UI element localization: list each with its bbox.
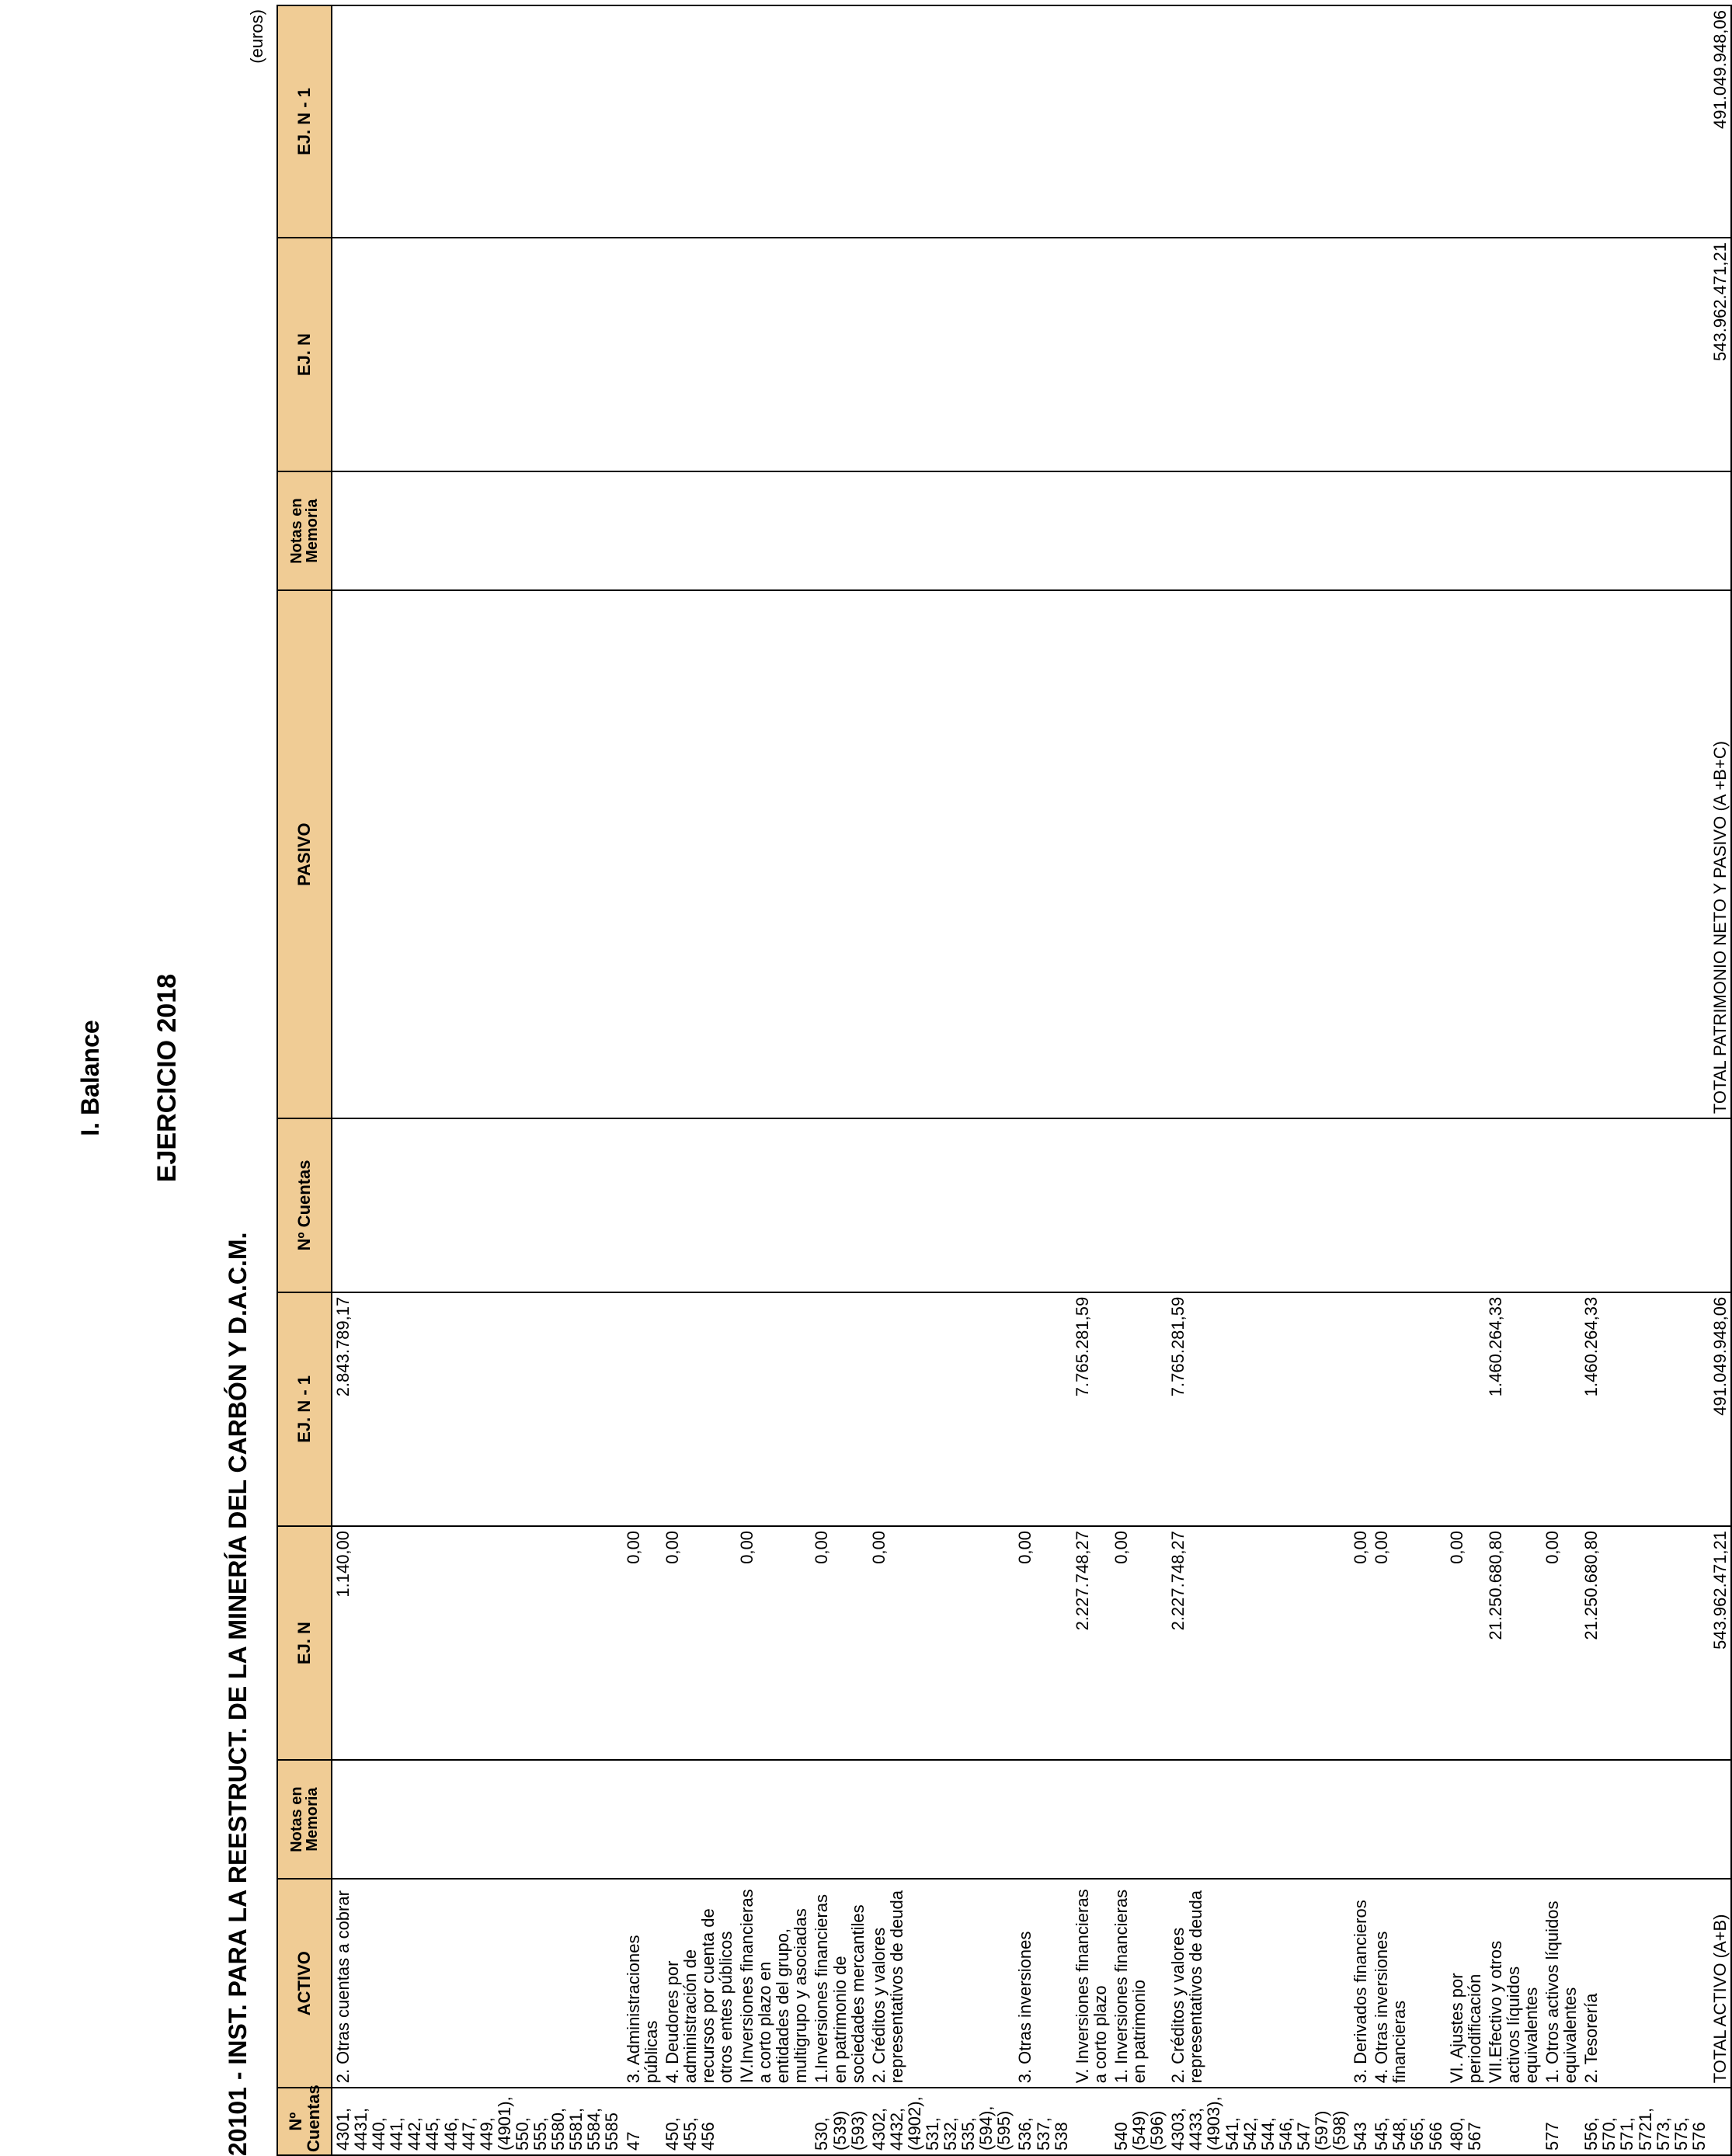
row-notas [1581, 1760, 1709, 1879]
total-activo-cuentas [1709, 2088, 1731, 2155]
row-notas [1167, 1760, 1350, 1879]
row-ej-n: 0,00 [623, 1526, 662, 1760]
row-ej-n: 0,00 [811, 1526, 868, 1760]
total-activo-notas [1709, 1760, 1731, 1879]
row-ej-n: 2.227.748,27 [1167, 1526, 1350, 1760]
row-cuentas: 47 [623, 2088, 662, 2155]
row-concepto: 4. Otras inversiones financieras [1371, 1879, 1445, 2088]
row-cuentas: 530, (539) (593) [811, 2088, 868, 2155]
row-cuentas [736, 2088, 811, 2155]
row-cuentas: 545, 548, 565, 566 [1371, 2088, 1445, 2155]
row-notas [1072, 1760, 1111, 1879]
row-concepto: VII.Efectivo y otros activos líquidos equivalentes [1485, 1879, 1542, 2088]
row-cuentas: 480, 567 [1446, 2088, 1485, 2155]
row-ej-n1 [1014, 1292, 1071, 1526]
total-pasivo-ej-n: 543.962.471,21 [1709, 238, 1731, 471]
entity-title: 20101 - INST. PARA LA REESTRUCT. DE LA MINERÍA DEL CARBÓN Y D.A.C.M. [224, 1232, 252, 2156]
row-cuentas: 4303, 4433, (4903), 541, 542, 544, 546, 547 (597) (598) [1167, 2088, 1350, 2155]
section-title: I. Balance [76, 1020, 104, 1136]
row-ej-n1 [1111, 1292, 1167, 1526]
row-ej-n1 [1350, 1292, 1371, 1526]
total-activo-ej-n1: 491.049.948,06 [1709, 1292, 1731, 1526]
row-cuentas: 536, 537, 538 [1014, 2088, 1071, 2155]
table-row [332, 5, 623, 2155]
row-concepto: V. Inversiones financieras a corto plazo [1072, 1879, 1111, 2088]
row-concepto: 1.Inversiones financieras en patrimonio de sociedades mercantiles [811, 1879, 868, 2088]
row-notas [1485, 1760, 1542, 1879]
row-concepto: 3. Derivados financieros [1350, 1879, 1371, 2088]
row-ej-n1 [662, 1292, 736, 1526]
row-notas [1371, 1760, 1445, 1879]
row-ej-n1: 1.460.264,33 [1485, 1292, 1542, 1526]
row-notas [868, 1760, 1015, 1879]
row-concepto: 3. Administraciones públicas [623, 1879, 662, 2088]
row-ej-n: 0,00 [1371, 1526, 1445, 1760]
row-concepto: 1. Otros activos líquidos equivalentes [1542, 1879, 1581, 2088]
currency-unit: (euros) [247, 9, 266, 64]
total-pasivo-cuentas [1709, 1118, 1731, 1292]
total-pasivo-label: TOTAL PATRIMONIO NETO Y PASIVO (A +B+C) [1709, 590, 1731, 1118]
col-pasivo: PASIVO [277, 590, 332, 1118]
row-notas [662, 1760, 736, 1879]
row-cuentas [1072, 2088, 1111, 2155]
row-concepto: 3. Otras inversiones [1014, 1879, 1071, 2088]
row-ej-n1: 7.765.281,59 [1072, 1292, 1111, 1526]
row-notas [1350, 1760, 1371, 1879]
row-ej-n1: 7.765.281,59 [1167, 1292, 1350, 1526]
total-activo-label: TOTAL ACTIVO (A+B) [1709, 1879, 1731, 2088]
col-ej-n1-pasivo: EJ. N - 1 [277, 5, 332, 238]
pasivo-concepto-cell [332, 590, 1709, 1118]
row-ej-n: 0,00 [1542, 1526, 1581, 1760]
row-ej-n: 0,00 [1111, 1526, 1167, 1760]
row-concepto: VI. Ajustes por periodificación [1446, 1879, 1485, 2088]
pasivo-notas-cell [332, 471, 1709, 590]
row-ej-n: 1.140,00 [332, 1526, 623, 1760]
row-cuentas [1485, 2088, 1542, 2155]
row-notas [1542, 1760, 1581, 1879]
row-concepto: 2. Otras cuentas a cobrar [332, 1879, 623, 2088]
row-cuentas: 4301, 4431, 440, 441, 442, 445, 446, 447, 449, (4901), 550, 555, 5580, 5581, 5584, 5585 [332, 2088, 623, 2155]
row-cuentas: 577 [1542, 2088, 1581, 2155]
row-ej-n: 0,00 [736, 1526, 811, 1760]
col-cuentas-activo: Nº Cuentas [277, 2088, 332, 2155]
row-notas [332, 1760, 623, 1879]
row-ej-n1 [623, 1292, 662, 1526]
row-ej-n1 [868, 1292, 1015, 1526]
row-ej-n1 [811, 1292, 868, 1526]
row-concepto: IV.Inversiones financieras a corto plazo en entidades del grupo, multigrupo y asociadas [736, 1879, 811, 2088]
row-notas [811, 1760, 868, 1879]
total-activo-ej-n: 543.962.471,21 [1709, 1526, 1731, 1760]
row-notas [1446, 1760, 1485, 1879]
row-ej-n1 [736, 1292, 811, 1526]
row-concepto: 2. Créditos y valores representativos de deuda [1167, 1879, 1350, 2088]
total-pasivo-notas [1709, 471, 1731, 590]
row-concepto: 4. Deudores por administración de recursos por cuenta de otros entes públicos [662, 1879, 736, 2088]
row-concepto: 1. Inversiones financieras en patrimonio [1111, 1879, 1167, 2088]
row-cuentas: 4302, 4432, (4902), 531, 532, 535, (594), (595) [868, 2088, 1015, 2155]
row-notas [1014, 1760, 1071, 1879]
row-notas [1111, 1760, 1167, 1879]
balance-table [276, 5, 1732, 2156]
col-ej-n1-activo: EJ. N - 1 [277, 1292, 332, 1526]
row-concepto: 2. Tesorería [1581, 1879, 1709, 2088]
row-ej-n1 [1542, 1292, 1581, 1526]
col-notas-pasivo: Notas en Memoria [277, 471, 332, 590]
row-ej-n1: 1.460.264,33 [1581, 1292, 1709, 1526]
pasivo-cuentas-cell [332, 1118, 1709, 1292]
pasivo-ej-n-cell [332, 238, 1709, 471]
total-pasivo-ej-n1: 491.049.948,06 [1709, 5, 1731, 238]
row-ej-n: 0,00 [1446, 1526, 1485, 1760]
row-ej-n: 2.227.748,27 [1072, 1526, 1111, 1760]
exercise-title: EJERCICIO 2018 [152, 973, 182, 1183]
row-ej-n: 0,00 [1350, 1526, 1371, 1760]
header-row [277, 5, 332, 2155]
row-ej-n1: 2.843.789,17 [332, 1292, 623, 1526]
row-cuentas: 556, 570, 571, 5721, 573, 575, 576 [1581, 2088, 1709, 2155]
row-ej-n: 21.250.680,80 [1485, 1526, 1542, 1760]
row-cuentas: 540 (549) (596) [1111, 2088, 1167, 2155]
row-cuentas: 543 [1350, 2088, 1371, 2155]
row-ej-n: 0,00 [868, 1526, 1015, 1760]
col-ej-n-pasivo: EJ. N [277, 238, 332, 471]
row-ej-n: 0,00 [662, 1526, 736, 1760]
row-ej-n: 21.250.680,80 [1581, 1526, 1709, 1760]
row-notas [736, 1760, 811, 1879]
pasivo-ej-n1-cell [332, 5, 1709, 238]
row-ej-n1 [1371, 1292, 1445, 1526]
col-cuentas-pasivo: Nº Cuentas [277, 1118, 332, 1292]
row-ej-n1 [1446, 1292, 1485, 1526]
row-ej-n: 0,00 [1014, 1526, 1071, 1760]
row-concepto: 2. Créditos y valores representativos de deuda [868, 1879, 1015, 2088]
col-ej-n-activo: EJ. N [277, 1526, 332, 1760]
total-row [1709, 5, 1731, 2155]
row-cuentas: 450, 455, 456 [662, 2088, 736, 2155]
row-notas [623, 1760, 662, 1879]
col-notas-activo: Notas en Memoria [277, 1760, 332, 1879]
col-activo: ACTIVO [277, 1879, 332, 2088]
